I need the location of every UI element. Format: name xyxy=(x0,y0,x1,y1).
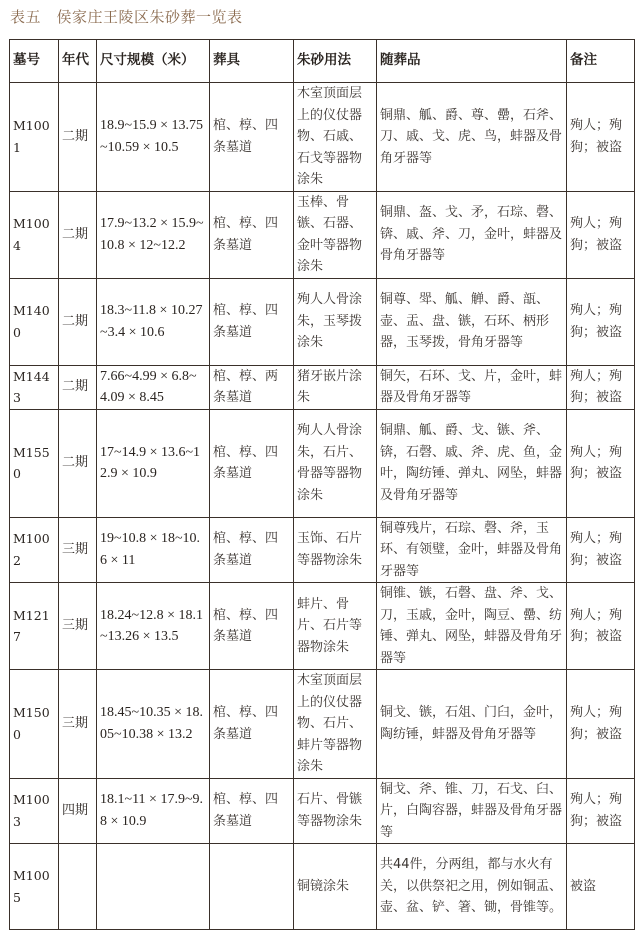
header-period: 年代 xyxy=(59,40,97,83)
cell-size: 17~14.9 × 13.6~12.9 × 10.9 xyxy=(97,409,210,517)
cell-goods: 铜矢，石环、戈、片，金叶，蚌器及骨角牙器等 xyxy=(377,365,567,409)
cell-period: 二期 xyxy=(59,191,97,278)
cell-goods: 铜尊残片，石琮、磬、斧，玉环、有领璧，金叶，蚌器及骨角牙器等 xyxy=(377,517,567,583)
cell-cinnabar: 木室顶面层上的仪仗器物、石戚、石戈等器物涂朱 xyxy=(294,83,377,192)
cell-period: 二期 xyxy=(59,365,97,409)
cell-goods: 铜锥、镞，石磬、盘、斧、戈、刀，玉戚，金叶，陶豆、罍、纺锤、弹丸、网坠，蚌器及骨角牙器等 xyxy=(377,583,567,670)
cell-cinnabar: 铜镜涂朱 xyxy=(294,844,377,930)
cell-period: 二期 xyxy=(59,278,97,365)
cell-notes: 殉人；殉狗；被盗 xyxy=(567,409,635,517)
cell-coffin: 棺、椁、四条墓道 xyxy=(210,583,294,670)
cell-coffin: 棺、椁、四条墓道 xyxy=(210,191,294,278)
cell-period: 四期 xyxy=(59,778,97,844)
table-row xyxy=(10,191,635,278)
cell-tomb: M1001 xyxy=(10,83,59,192)
cell-notes: 殉人；殉狗；被盗 xyxy=(567,83,635,192)
cell-notes: 殉人；殉狗；被盗 xyxy=(567,517,635,583)
cell-period: 三期 xyxy=(59,517,97,583)
cell-tomb: M1550 xyxy=(10,409,59,517)
cinnabar-burial-table xyxy=(9,39,635,930)
header-coffin: 葬具 xyxy=(210,40,294,83)
cell-period: 三期 xyxy=(59,670,97,779)
cell-tomb: M1004 xyxy=(10,191,59,278)
cell-goods: 铜尊、斝、觚、觯、爵、瓿、壶、盂、盘、镞，石环、柄形器，玉琴拨，骨角牙器等 xyxy=(377,278,567,365)
cell-cinnabar: 殉人人骨涂朱，玉琴拨涂朱 xyxy=(294,278,377,365)
header-tomb: 墓号 xyxy=(10,40,59,83)
cell-size: 19~10.8 × 18~10.6 × 11 xyxy=(97,517,210,583)
cell-notes: 殉人；殉狗；被盗 xyxy=(567,278,635,365)
cell-size: 18.45~10.35 × 18.05~10.38 × 13.2 xyxy=(97,670,210,779)
cell-goods: 铜鼎、盔、戈、矛，石琮、磬、锛、戚、斧、刀，金叶，蚌器及骨角牙器等 xyxy=(377,191,567,278)
cell-size: 18.3~11.8 × 10.27~3.4 × 10.6 xyxy=(97,278,210,365)
table-row xyxy=(10,844,635,930)
cell-coffin: 棺、椁、四条墓道 xyxy=(210,670,294,779)
header-cinnabar: 朱砂用法 xyxy=(294,40,377,83)
cell-cinnabar: 玉饰、石片等器物涂朱 xyxy=(294,517,377,583)
cell-cinnabar: 蚌片、骨片、石片等器物涂朱 xyxy=(294,583,377,670)
cell-size: 17.9~13.2 × 15.9~10.8 × 12~12.2 xyxy=(97,191,210,278)
table-row xyxy=(10,278,635,365)
cell-cinnabar: 石片、骨镞等器物涂朱 xyxy=(294,778,377,844)
cell-tomb: M1400 xyxy=(10,278,59,365)
cell-goods: 铜戈、镞，石俎、门臼，金叶，陶纺锤，蚌器及骨角牙器等 xyxy=(377,670,567,779)
cell-size: 7.66~4.99 × 6.8~4.09 × 8.45 xyxy=(97,365,210,409)
cell-coffin xyxy=(210,844,294,930)
cell-size: 18.9~15.9 × 13.75~10.59 × 10.5 xyxy=(97,83,210,192)
header-goods: 随葬品 xyxy=(377,40,567,83)
table-row xyxy=(10,409,635,517)
cell-notes: 殉人；殉狗；被盗 xyxy=(567,778,635,844)
cell-coffin: 棺、椁、四条墓道 xyxy=(210,83,294,192)
cell-cinnabar: 殉人人骨涂朱，石片、骨器等器物涂朱 xyxy=(294,409,377,517)
cell-notes: 殉人；殉狗；被盗 xyxy=(567,670,635,779)
header-size: 尺寸规模（米） xyxy=(97,40,210,83)
cell-period: 二期 xyxy=(59,409,97,517)
cell-tomb: M1002 xyxy=(10,517,59,583)
cell-coffin: 棺、椁、四条墓道 xyxy=(210,278,294,365)
cell-coffin: 棺、椁、两条墓道 xyxy=(210,365,294,409)
cell-goods: 共44件，分两组，都与水火有关，以供祭祀之用，例如铜盂、壶、盆、铲、箸、锄，骨锥等。 xyxy=(377,844,567,930)
cell-tomb: M1443 xyxy=(10,365,59,409)
cell-notes: 被盗 xyxy=(567,844,635,930)
table-row xyxy=(10,83,635,192)
cell-size: 18.24~12.8 × 18.1~13.26 × 13.5 xyxy=(97,583,210,670)
cell-period xyxy=(59,844,97,930)
cell-coffin: 棺、椁、四条墓道 xyxy=(210,778,294,844)
table-caption: 表五 侯家庄王陵区朱砂葬一览表 xyxy=(10,8,243,26)
cell-goods: 铜鼎、觚、爵、戈、镞、斧、锛，石磬、戚、斧、虎、鱼，金叶，陶纺锤、弹丸、网坠，蚌器及骨角牙器等 xyxy=(377,409,567,517)
cell-cinnabar: 玉棒、骨镞、石器、金叶等器物涂朱 xyxy=(294,191,377,278)
cell-notes: 殉人；殉狗；被盗 xyxy=(567,365,635,409)
cell-cinnabar: 木室顶面层上的仪仗器物、石片、蚌片等器物涂朱 xyxy=(294,670,377,779)
table-row xyxy=(10,778,635,844)
cell-goods: 铜戈、斧、锥、刀，石戈、臼、片，白陶容器，蚌器及骨角牙器等 xyxy=(377,778,567,844)
table-row xyxy=(10,365,635,409)
cell-tomb: M1005 xyxy=(10,844,59,930)
cell-tomb: M1500 xyxy=(10,670,59,779)
cell-tomb: M1003 xyxy=(10,778,59,844)
table-row xyxy=(10,670,635,779)
cell-coffin: 棺、椁、四条墓道 xyxy=(210,517,294,583)
cell-cinnabar: 猪牙嵌片涂朱 xyxy=(294,365,377,409)
cell-coffin: 棺、椁、四条墓道 xyxy=(210,409,294,517)
cell-period: 三期 xyxy=(59,583,97,670)
cell-notes: 殉人；殉狗；被盗 xyxy=(567,191,635,278)
table-row xyxy=(10,583,635,670)
cell-goods: 铜鼎、觚、爵、尊、罍，石斧、刀、戚、戈、虎、鸟，蚌器及骨角牙器等 xyxy=(377,83,567,192)
cell-period: 二期 xyxy=(59,83,97,192)
cell-size xyxy=(97,844,210,930)
cell-size: 18.1~11 × 17.9~9.8 × 10.9 xyxy=(97,778,210,844)
header-notes: 备注 xyxy=(567,40,635,83)
table-row xyxy=(10,517,635,583)
cell-notes: 殉人；殉狗；被盗 xyxy=(567,583,635,670)
cell-tomb: M1217 xyxy=(10,583,59,670)
header-row xyxy=(10,40,635,83)
